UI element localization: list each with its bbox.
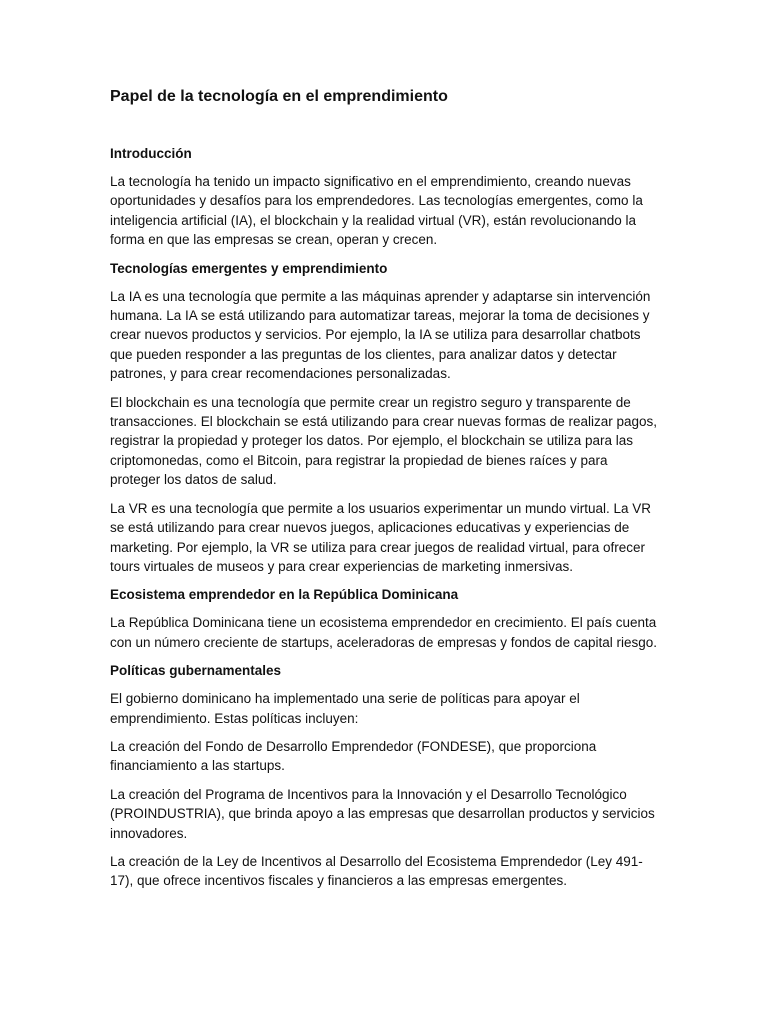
paragraph: La VR es una tecnología que permite a los usuarios experimentar un mundo virtual. La VR se está utilizando para crear nuevos juegos, aplicaciones educativas y experiencias de marketing. Por ejemplo, la VR se utiliza para crear juegos de realidad virtual, para ofrecer tours virtuales de museos y para crear experiencias de marketing inmersivas. <box>110 500 652 574</box>
section-heading-introduccion: Introducción <box>110 146 192 161</box>
paragraph: La creación del Programa de Incentivos para la Innovación y el Desarrollo Tecnológico (PROINDUSTRIA), que brinda apoyo a las empresas que desarrollan productos y servicios innovadores. <box>110 786 655 841</box>
section-heading-ecosistema: Ecosistema emprendedor en la República Dominicana <box>110 587 459 603</box>
document-title: Papel de la tecnología en el emprendimiento <box>110 88 448 105</box>
paragraph: El blockchain es una tecnología que permite crear un registro seguro y transparente de transacciones. El blockchain se está utilizando para crear nuevas formas de realizar pagos, registrar la propiedad y proteger los datos. Por ejemplo, el blockchain se utiliza para las criptomonedas, como el Bitcoin, para registrar la propiedad de bienes raíces y para proteger los datos de salud. <box>110 394 658 488</box>
section-heading-politicas: Políticas gubernamentales <box>110 663 282 679</box>
paragraph: La creación de la Ley de Incentivos al Desarrollo del Ecosistema Emprendedor (Ley 491-17), que ofrece incentivos fiscales y financieros a las empresas emergentes. <box>110 853 643 889</box>
paragraph: La IA es una tecnología que permite a las máquinas aprender y adaptarse sin intervención humana. La IA se está utilizando para automatizar tareas, mejorar la toma de decisiones y crear nuevos productos y servicios. Por ejemplo, la IA se utiliza para desarrollar chatbots que pueden responder a las preguntas de los clientes, para analizar datos y detectar patrones, y para crear recomendaciones personalizadas. <box>110 288 651 382</box>
paragraph: El gobierno dominicano ha implementado una serie de políticas para apoyar el emprendimiento. Estas políticas incluyen: <box>110 691 580 726</box>
paragraph: La República Dominicana tiene un ecosistema emprendedor en crecimiento. El país cuenta con un número creciente de startups, aceleradoras de empresas y fondos de capital riesgo. <box>110 615 658 650</box>
document-page <box>110 86 660 900</box>
paragraph: La creación del Fondo de Desarrollo Emprendedor (FONDESE), que proporciona financiamiento a las startups. <box>110 738 597 774</box>
section-heading-tecnologias: Tecnologías emergentes y emprendimiento <box>110 260 388 276</box>
paragraph: La tecnología ha tenido un impacto significativo en el emprendimiento, creando nuevas oportunidades y desafíos para los emprendedores. Las tecnologías emergentes, como la inteligencia artificial (IA), el blockchain y la realidad virtual (VR), están revolucionando la forma en que las empresas se crean, operan y crecen. <box>110 174 643 248</box>
